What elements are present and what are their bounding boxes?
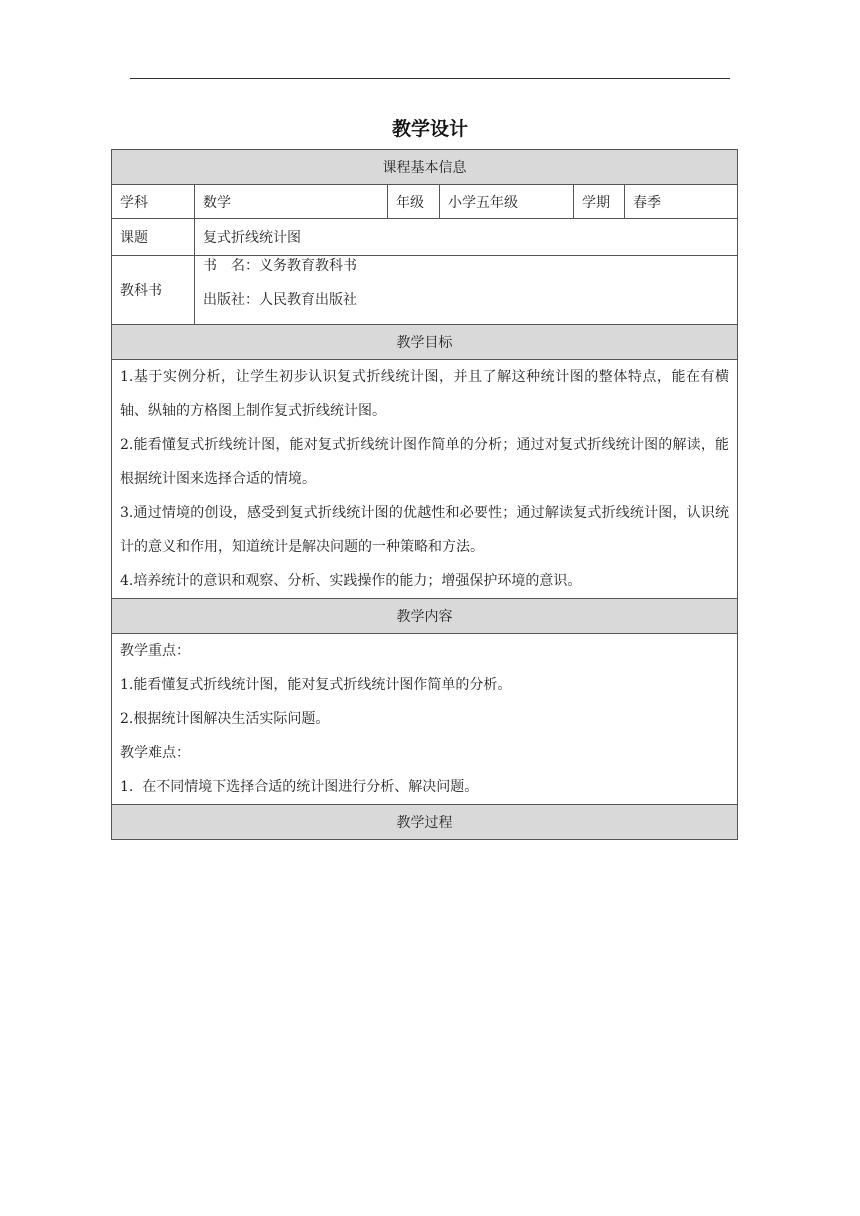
difficult-point-item: 1. 在不同情境下选择合适的统计图进行分析、解决问题。 bbox=[120, 779, 479, 795]
topic-value: 复式折线统计图 bbox=[195, 219, 738, 256]
book-label: 书 名： bbox=[203, 258, 259, 274]
section-content: 教学内容 bbox=[112, 599, 738, 634]
objectives-body bbox=[112, 360, 738, 599]
content-body bbox=[112, 634, 738, 805]
textbook-label: 教科书 bbox=[112, 256, 195, 325]
top-rule bbox=[130, 78, 730, 79]
publisher-name: 人民教育出版社 bbox=[259, 292, 357, 308]
subject-label: 学科 bbox=[112, 185, 195, 219]
publisher-line bbox=[203, 290, 729, 324]
key-points-label: 教学重点： bbox=[120, 643, 190, 659]
document-title: 教学设计 bbox=[391, 118, 468, 140]
objective-item: 2.能看懂复式折线统计图，能对复式折线统计图作简单的分析；通过对复式折线统计图的解读，能根据统计图来选择合适的情境。 bbox=[120, 437, 730, 487]
difficult-points-label: 教学难点： bbox=[120, 745, 190, 761]
key-point-item: 1.能看懂复式折线统计图，能对复式折线统计图作简单的分析。 bbox=[120, 677, 512, 693]
grade-label: 年级 bbox=[388, 185, 440, 219]
book-name: 义务教育教科书 bbox=[259, 258, 357, 274]
objective-item: 1.基于实例分析，让学生初步认识复式折线统计图，并且了解这种统计图的整体特点，能在有横轴、纵轴的方格图上制作复式折线统计图。 bbox=[120, 369, 730, 419]
key-point-item: 2.根据统计图解决生活实际问题。 bbox=[120, 711, 330, 727]
lesson-plan-table bbox=[111, 149, 738, 840]
topic-row bbox=[112, 219, 738, 256]
section-objectives: 教学目标 bbox=[112, 325, 738, 360]
textbook-row bbox=[112, 256, 738, 325]
info-row bbox=[112, 185, 738, 219]
grade-value: 小学五年级 bbox=[440, 185, 574, 219]
textbook-details bbox=[195, 256, 738, 325]
publisher-label: 出版社： bbox=[203, 292, 259, 308]
objective-item: 4.培养统计的意识和观察、分析、实践操作的能力；增强保护环境的意识。 bbox=[120, 573, 582, 589]
objective-item: 3.通过情境的创设，感受到复式折线统计图的优越性和必要性；通过解读复式折线统计图，认识统计的意义和作用，知道统计是解决问题的一种策略和方法。 bbox=[120, 505, 730, 555]
book-line bbox=[203, 256, 729, 290]
topic-label: 课题 bbox=[112, 219, 195, 256]
term-value: 春季 bbox=[625, 185, 738, 219]
subject-value: 数学 bbox=[195, 185, 388, 219]
term-label: 学期 bbox=[574, 185, 625, 219]
section-basic-info: 课程基本信息 bbox=[112, 150, 738, 185]
section-process: 教学过程 bbox=[112, 805, 738, 840]
